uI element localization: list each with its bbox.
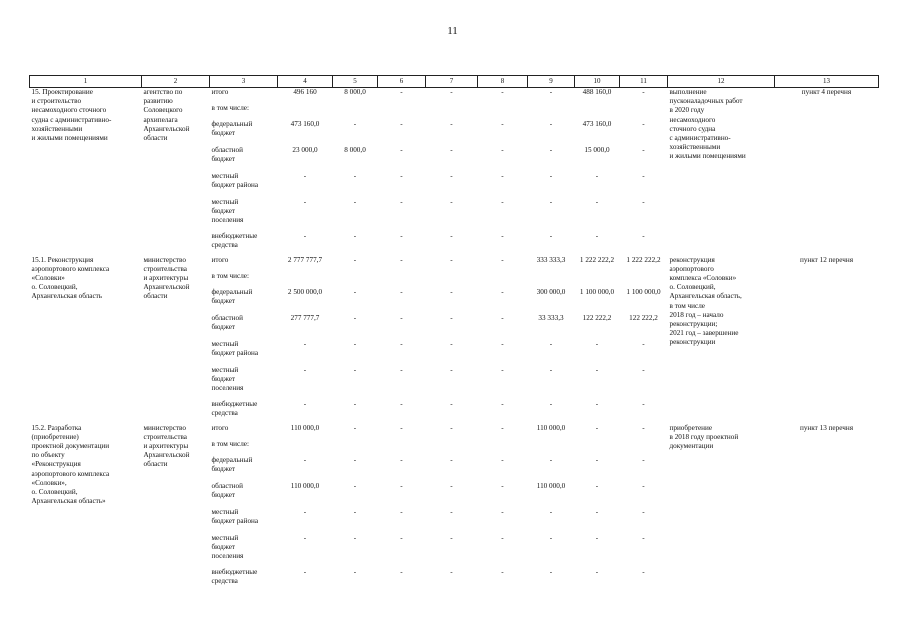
column-header-1: 1: [30, 76, 142, 88]
amount-cell-4: [278, 272, 333, 288]
amount-cell-5: -: [353, 423, 357, 432]
amount-cell-7: [426, 440, 478, 456]
amount-cell-8: -: [501, 171, 504, 180]
amount-cell-7: -: [450, 197, 453, 206]
column-header-3: 3: [210, 76, 278, 88]
executor-cell: министерство строительства и архитектуры Архангельской области: [143, 255, 190, 301]
amount-cell-7: [426, 104, 478, 120]
amount-cell-4: 2 777 777,7: [287, 255, 323, 264]
amount-cell-8: [478, 104, 528, 120]
amount-cell-5: -: [353, 197, 357, 206]
column-header-12: 12: [668, 76, 775, 88]
amount-cell-10: 15 000,0: [584, 145, 610, 154]
amount-cell-8: -: [501, 507, 504, 516]
amount-cell-11: 1 100 000,0: [626, 287, 661, 296]
amount-cell-7: -: [450, 423, 453, 432]
amount-cell-9: -: [549, 365, 553, 374]
amount-cell-8: [478, 272, 528, 288]
amount-cell-11: -: [642, 231, 645, 240]
funding-source-cell: внебюджетные средства: [211, 399, 258, 417]
column-header-11: 11: [620, 76, 668, 88]
page-number: 11: [447, 25, 458, 37]
amount-cell-4: 496 160: [293, 88, 317, 96]
amount-cell-5: -: [353, 287, 357, 296]
amount-cell-7: -: [450, 287, 453, 296]
amount-cell-10: -: [595, 399, 599, 408]
amount-cell-11: -: [642, 399, 645, 408]
funding-source-cell: итого: [211, 255, 229, 264]
amount-cell-4: -: [303, 339, 307, 348]
amount-cell-8: -: [501, 197, 504, 206]
amount-cell-4: -: [303, 231, 307, 240]
amount-cell-4: 473 160,0: [290, 119, 320, 128]
amount-cell-4: -: [303, 507, 307, 516]
amount-cell-5: -: [353, 171, 357, 180]
amount-cell-8: [478, 440, 528, 456]
amount-cell-5: 8 000,0: [344, 88, 366, 96]
amount-cell-7: -: [450, 171, 453, 180]
amount-cell-5: -: [353, 399, 357, 408]
amount-cell-9: -: [549, 339, 553, 348]
column-header-2: 2: [142, 76, 210, 88]
amount-cell-6: -: [400, 255, 403, 264]
funding-source-cell: федеральный бюджет: [211, 455, 253, 473]
amount-cell-8: -: [501, 145, 504, 154]
amount-cell-6: -: [400, 119, 403, 128]
reference-cell: пункт 13 перечня: [799, 423, 853, 432]
funding-source-cell: местный бюджет поселения: [211, 533, 244, 560]
amount-cell-10: -: [595, 339, 599, 348]
amount-cell-6: -: [400, 533, 403, 542]
amount-cell-6: -: [400, 287, 403, 296]
amount-cell-9: 110 000,0: [536, 423, 566, 432]
activity-name-cell: 15. Проектирование и строительство несамоходного сточного судна с административно- хозяйственными и жилыми помещениями: [31, 88, 112, 143]
amount-cell-10: 488 160,0: [582, 88, 612, 96]
amount-cell-11: -: [642, 171, 645, 180]
funding-source-cell: местный бюджет района: [211, 339, 259, 357]
amount-cell-7: -: [450, 145, 453, 154]
amount-cell-6: [378, 440, 426, 456]
column-header-5: 5: [333, 76, 378, 88]
column-header-13: 13: [775, 76, 879, 88]
program-table: [29, 75, 879, 592]
column-header-8: 8: [478, 76, 528, 88]
amount-cell-11: -: [642, 567, 645, 576]
amount-cell-7: -: [450, 481, 453, 490]
amount-cell-10: 1 222 222,2: [579, 255, 615, 264]
amount-cell-9: 300 000,0: [536, 287, 566, 296]
amount-cell-7: -: [450, 507, 453, 516]
amount-cell-8: -: [501, 313, 504, 322]
amount-cell-8: -: [501, 567, 504, 576]
amount-cell-4: 110 000,0: [290, 423, 320, 432]
amount-cell-4: -: [303, 365, 307, 374]
column-number-header: [30, 76, 879, 88]
amount-cell-4: 110 000,0: [290, 481, 320, 490]
amount-cell-8: -: [501, 399, 504, 408]
expected-result-cell: выполнение пусконаладочных работ в 2020 году несамоходного сточного судна с административно- хозяйственными и жилыми помещениями: [669, 88, 746, 161]
amount-cell-7: -: [450, 455, 453, 464]
amount-cell-11: 1 222 222,2: [626, 255, 661, 264]
amount-cell-11: -: [642, 145, 645, 154]
amount-cell-6: [378, 104, 426, 120]
funding-source-cell: внебюджетные средства: [211, 567, 258, 585]
amount-cell-10: [575, 272, 620, 288]
amount-cell-5: -: [353, 533, 357, 542]
amount-cell-7: -: [450, 313, 453, 322]
funding-source-cell: федеральный бюджет: [211, 119, 253, 137]
amount-cell-9: -: [549, 399, 553, 408]
amount-cell-6: -: [400, 171, 403, 180]
amount-cell-8: -: [501, 455, 504, 464]
amount-cell-7: -: [450, 533, 453, 542]
amount-cell-11: -: [642, 339, 645, 348]
amount-cell-11: -: [642, 533, 645, 542]
amount-cell-6: -: [400, 567, 403, 576]
amount-cell-4: [278, 440, 333, 456]
expected-result-cell: приобретение в 2018 году проектной документации: [669, 423, 739, 450]
amount-cell-4: -: [303, 399, 307, 408]
amount-cell-11: -: [642, 455, 645, 464]
amount-cell-4: -: [303, 171, 307, 180]
amount-cell-10: -: [595, 533, 599, 542]
amount-cell-8: -: [501, 231, 504, 240]
amount-cell-6: -: [400, 145, 403, 154]
amount-cell-10: -: [595, 171, 599, 180]
table-row: [30, 88, 879, 104]
amount-cell-8: -: [501, 287, 504, 296]
amount-cell-8: -: [501, 255, 504, 264]
funding-source-cell: в том числе:: [211, 439, 249, 448]
reference-cell: пункт 12 перечня: [799, 255, 853, 264]
amount-cell-7: -: [450, 399, 453, 408]
amount-cell-10: -: [595, 423, 599, 432]
amount-cell-5: [333, 104, 378, 120]
amount-cell-9: [528, 440, 575, 456]
amount-cell-5: -: [353, 567, 357, 576]
amount-cell-5: [333, 440, 378, 456]
amount-cell-10: [575, 104, 620, 120]
amount-cell-6: -: [400, 423, 403, 432]
amount-cell-5: 8 000,0: [344, 145, 366, 154]
amount-cell-6: -: [400, 339, 403, 348]
amount-cell-9: 110 000,0: [536, 481, 566, 490]
amount-cell-9: -: [549, 455, 553, 464]
column-header-4: 4: [278, 76, 333, 88]
amount-cell-10: 473 160,0: [582, 119, 612, 128]
amount-cell-4: -: [303, 455, 307, 464]
amount-cell-10: -: [595, 365, 599, 374]
amount-cell-8: -: [501, 88, 504, 96]
amount-cell-5: -: [353, 313, 357, 322]
amount-cell-6: [378, 272, 426, 288]
funding-source-cell: в том числе:: [211, 103, 249, 112]
amount-cell-11: -: [642, 197, 645, 206]
amount-cell-5: -: [353, 481, 357, 490]
amount-cell-9: [528, 272, 575, 288]
amount-cell-4: [278, 104, 333, 120]
amount-cell-4: 23 000,0: [292, 145, 318, 154]
amount-cell-9: 333 333,3: [536, 255, 566, 264]
amount-cell-8: -: [501, 533, 504, 542]
amount-cell-4: -: [303, 197, 307, 206]
funding-source-cell: областной бюджет: [211, 313, 243, 331]
amount-cell-6: -: [400, 313, 403, 322]
expected-result-cell: реконструкция аэропортового комплекса «Соловки» о. Соловецкий, Архангельская область, в том числе 2018 год – начало реконструкции; 2021 год – завершение реконструкции: [669, 255, 742, 347]
amount-cell-11: -: [642, 119, 645, 128]
funding-source-cell: местный бюджет района: [211, 171, 259, 189]
amount-cell-11: -: [642, 507, 645, 516]
amount-cell-10: 122 222,2: [582, 313, 612, 322]
amount-cell-5: -: [353, 255, 357, 264]
amount-cell-10: -: [595, 507, 599, 516]
amount-cell-7: -: [450, 119, 453, 128]
activity-name-cell: 15.1. Реконструкция аэропортового комплекса «Соловки» о. Соловецкий, Архангельская область: [31, 255, 110, 301]
amount-cell-9: -: [549, 567, 553, 576]
funding-source-cell: местный бюджет района: [211, 507, 259, 525]
amount-cell-5: -: [353, 365, 357, 374]
column-header-9: 9: [528, 76, 575, 88]
amount-cell-7: -: [450, 231, 453, 240]
amount-cell-6: -: [400, 197, 403, 206]
amount-cell-7: -: [450, 88, 453, 96]
amount-cell-5: -: [353, 231, 357, 240]
amount-cell-11: [620, 104, 668, 120]
amount-cell-7: [426, 272, 478, 288]
amount-cell-8: -: [501, 119, 504, 128]
amount-cell-7: -: [450, 255, 453, 264]
amount-cell-10: 1 100 000,0: [579, 287, 615, 296]
amount-cell-11: -: [642, 88, 645, 96]
amount-cell-10: -: [595, 481, 599, 490]
amount-cell-4: -: [303, 533, 307, 542]
amount-cell-10: -: [595, 455, 599, 464]
amount-cell-6: -: [400, 231, 403, 240]
table-body: [30, 88, 879, 592]
amount-cell-11: -: [642, 423, 645, 432]
amount-cell-5: -: [353, 119, 357, 128]
amount-cell-11: -: [642, 365, 645, 374]
amount-cell-11: -: [642, 481, 645, 490]
executor-cell: министерство строительства и архитектуры Архангельской области: [143, 423, 190, 469]
amount-cell-4: -: [303, 567, 307, 576]
amount-cell-7: -: [450, 567, 453, 576]
amount-cell-6: -: [400, 399, 403, 408]
amount-cell-10: -: [595, 197, 599, 206]
amount-cell-6: -: [400, 455, 403, 464]
funding-source-cell: федеральный бюджет: [211, 287, 253, 305]
amount-cell-9: 33 333,3: [538, 313, 564, 322]
column-header-10: 10: [575, 76, 620, 88]
amount-cell-7: -: [450, 339, 453, 348]
amount-cell-8: -: [501, 423, 504, 432]
amount-cell-10: [575, 440, 620, 456]
activity-name-cell: 15.2. Разработка (приобретение) проектной документации по объекту «Реконструкция аэропортового комплекса «Соловки», о. Соловецкий, Архангельская область»: [31, 423, 110, 506]
column-header-6: 6: [378, 76, 426, 88]
amount-cell-8: -: [501, 339, 504, 348]
amount-cell-5: -: [353, 455, 357, 464]
amount-cell-5: [333, 272, 378, 288]
reference-cell: пункт 4 перечня: [801, 88, 852, 96]
amount-cell-9: [528, 104, 575, 120]
amount-cell-9: -: [549, 231, 553, 240]
amount-cell-4: 2 500 000,0: [287, 287, 323, 296]
amount-cell-6: -: [400, 481, 403, 490]
amount-cell-6: -: [400, 507, 403, 516]
table-row: [30, 256, 879, 272]
amount-cell-4: 277 777,7: [290, 313, 320, 322]
amount-cell-8: -: [501, 365, 504, 374]
amount-cell-9: -: [549, 533, 553, 542]
funding-source-cell: областной бюджет: [211, 481, 243, 499]
funding-source-cell: внебюджетные средства: [211, 231, 258, 249]
funding-source-cell: областной бюджет: [211, 145, 243, 163]
amount-cell-6: -: [400, 365, 403, 374]
column-header-7: 7: [426, 76, 478, 88]
amount-cell-5: -: [353, 507, 357, 516]
amount-cell-9: -: [549, 145, 553, 154]
amount-cell-9: -: [549, 171, 553, 180]
amount-cell-10: -: [595, 231, 599, 240]
table-row: [30, 424, 879, 440]
amount-cell-9: -: [549, 197, 553, 206]
amount-cell-11: [620, 272, 668, 288]
amount-cell-5: -: [353, 339, 357, 348]
amount-cell-11: [620, 440, 668, 456]
funding-source-cell: в том числе:: [211, 271, 249, 280]
amount-cell-6: -: [400, 88, 403, 96]
amount-cell-9: -: [549, 507, 553, 516]
amount-cell-8: -: [501, 481, 504, 490]
amount-cell-9: -: [549, 119, 553, 128]
funding-source-cell: местный бюджет поселения: [211, 365, 244, 392]
funding-source-cell: итого: [211, 423, 229, 432]
executor-cell: агентство по развитию Соловецкого архипелага Архангельской области: [143, 88, 190, 143]
amount-cell-11: 122 222,2: [629, 313, 658, 322]
funding-source-cell: местный бюджет поселения: [211, 197, 244, 224]
funding-source-cell: итого: [211, 88, 229, 96]
amount-cell-9: -: [549, 88, 553, 96]
amount-cell-10: -: [595, 567, 599, 576]
amount-cell-7: -: [450, 365, 453, 374]
